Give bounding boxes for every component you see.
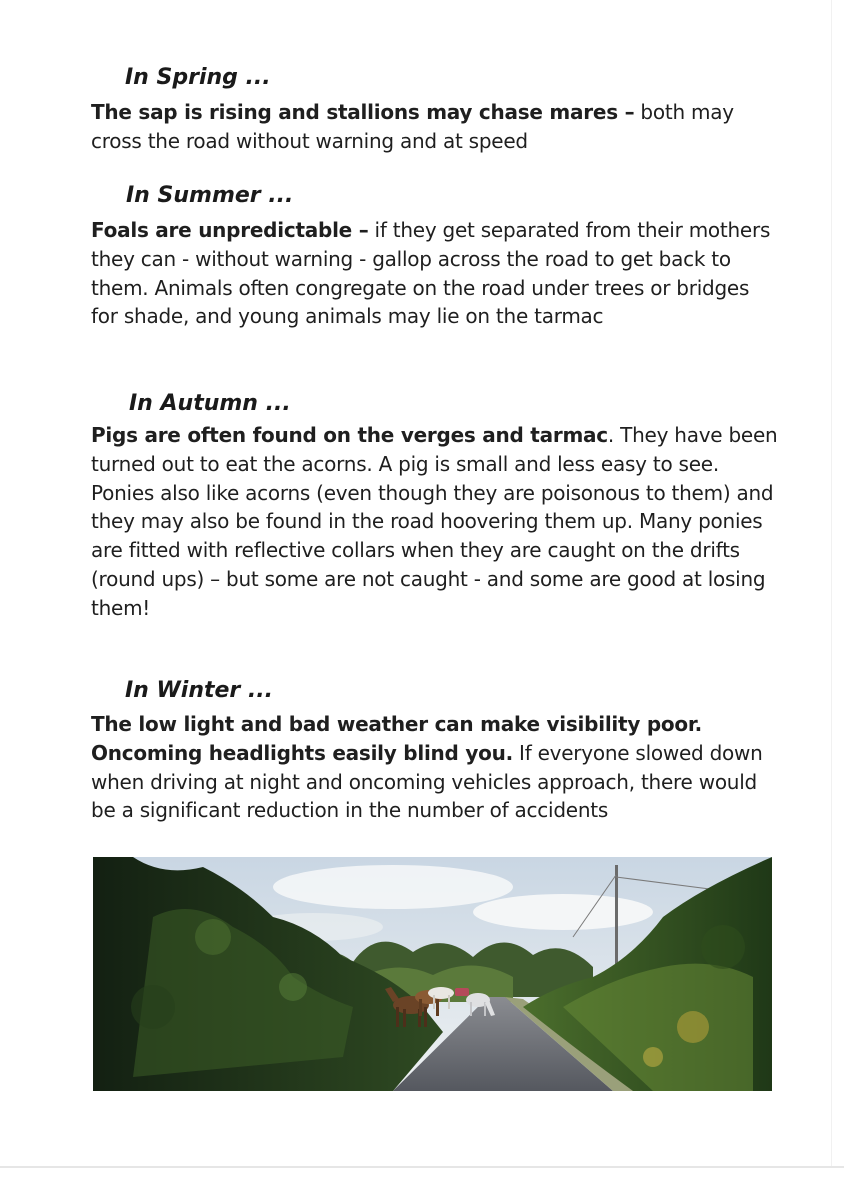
telegraph-pole <box>615 865 618 975</box>
summer-body-text: if they get separated from their mothers they can - without warning - gallop across the road to get back to them. Animals often congregate on the road under trees or bridges for shade, and young animals may lie on the tarmac <box>91 218 771 329</box>
winter-heading: In Winter ... <box>125 678 273 703</box>
winter-paragraph <box>91 710 781 825</box>
summer-bold-text: Foals are unpredictable – <box>91 218 369 242</box>
scan-bottom-edge <box>0 1166 844 1168</box>
cloud <box>273 865 513 909</box>
ponies-on-lane-photo <box>93 857 772 1091</box>
spring-heading: In Spring ... <box>125 65 271 90</box>
car <box>455 988 469 996</box>
autumn-paragraph <box>91 421 781 623</box>
spring-paragraph <box>91 98 781 156</box>
winter-bold-text: The low light and bad weather can make visibility poor. Oncoming headlights easily blind you. <box>91 712 702 765</box>
cloud <box>473 894 653 930</box>
winter-body-text: If everyone slowed down when driving at night and oncoming vehicles approach, there would be a significant reduction in the number of accidents <box>91 740 763 823</box>
autumn-body-text: . They have been turned out to eat the acorns. A pig is small and less easy to see. Ponies also like acorns (even though they are poisonous to them) and they may also be found in the road hoovering them up. Many ponies are fitted with reflective collars when they are caught on the drifts (round ups) – but some are not caught - and some are good at losing them! <box>91 423 778 620</box>
autumn-bold-text: Pigs are often found on the verges and tarmac <box>91 423 608 447</box>
summer-heading: In Summer ... <box>126 183 294 208</box>
scan-right-edge <box>831 0 832 1166</box>
summer-paragraph <box>91 216 781 331</box>
spring-body-text: both may cross the road without warning and at speed <box>91 100 734 153</box>
spring-bold-text: The sap is rising and stallions may chase mares – <box>91 100 635 124</box>
autumn-heading: In Autumn ... <box>129 391 291 416</box>
